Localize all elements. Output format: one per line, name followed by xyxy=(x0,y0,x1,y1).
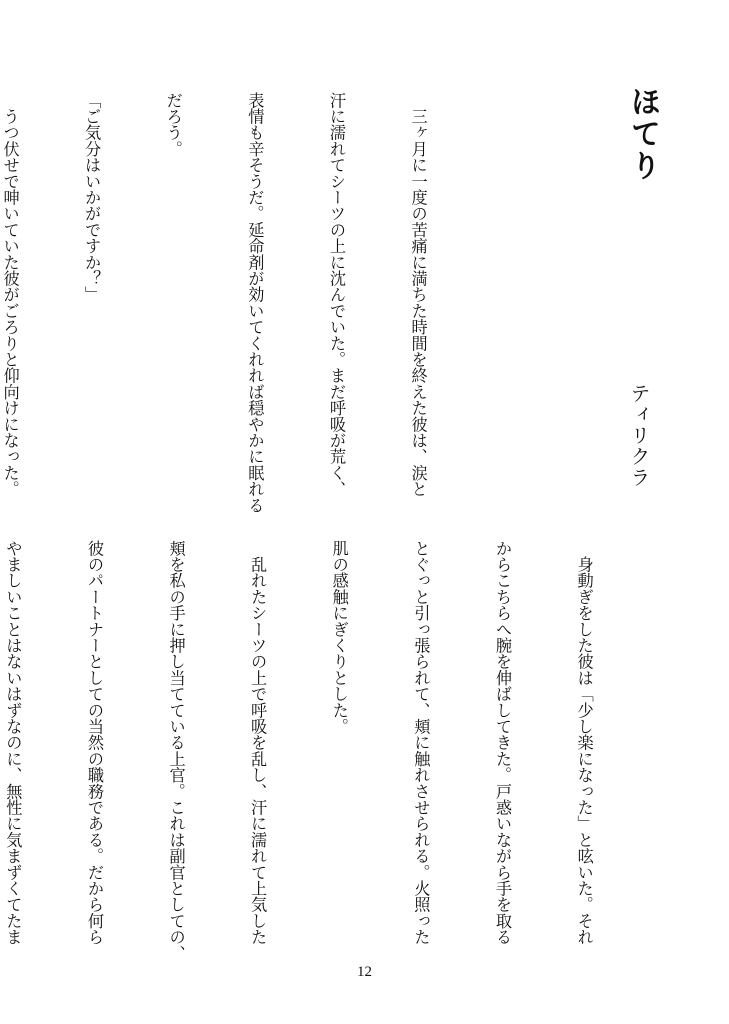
text-line: 三ヶ月に一度の苦痛に満ちた時間を終えた彼は、涙と xyxy=(408,92,428,497)
story-title: ほてり xyxy=(625,86,660,182)
text-line: 彼のパートナーとしての当然の職務である。だから何ら xyxy=(84,540,104,945)
text-line: 汗に濡れてシーツの上に沈んでいた。まだ呼吸が荒く、 xyxy=(326,92,346,497)
text-line: 肌の感触にぎくりとした。 xyxy=(329,540,349,735)
text-line: だろう。 xyxy=(163,92,183,157)
text-line: 「ご気分はいかがですか？」 xyxy=(82,92,102,303)
author-name: ティリクラ xyxy=(627,383,651,488)
top-text-block xyxy=(0,92,486,514)
text-line: 表情も辛そうだ。延命剤が効いてくれれば穏やかに眠れる xyxy=(245,92,265,514)
text-line: とぐっと引っ張られて、頬に触れさせられる。火照った xyxy=(411,540,431,945)
text-line: 身動ぎをした彼は「少し楽になった」と呟いた。それ xyxy=(574,540,594,945)
text-line: やましいことはないはずなのに、無性に気まずくてたま xyxy=(3,540,23,945)
text-line: うつ伏せで呻いていた彼がごろりと仰向けになった。 xyxy=(0,92,20,497)
text-line: 頬を私の手に押し当てている上官。これは副官としての、 xyxy=(166,540,186,962)
text-line: からこちらへ腕を伸ばしてきた。戸惑いながら手を取る xyxy=(492,540,512,945)
bottom-text-block xyxy=(0,540,652,962)
page-number: 12 xyxy=(357,964,372,980)
text-line: 乱れたシーツの上で呼吸を乱し、汗に濡れて上気した xyxy=(248,540,268,945)
